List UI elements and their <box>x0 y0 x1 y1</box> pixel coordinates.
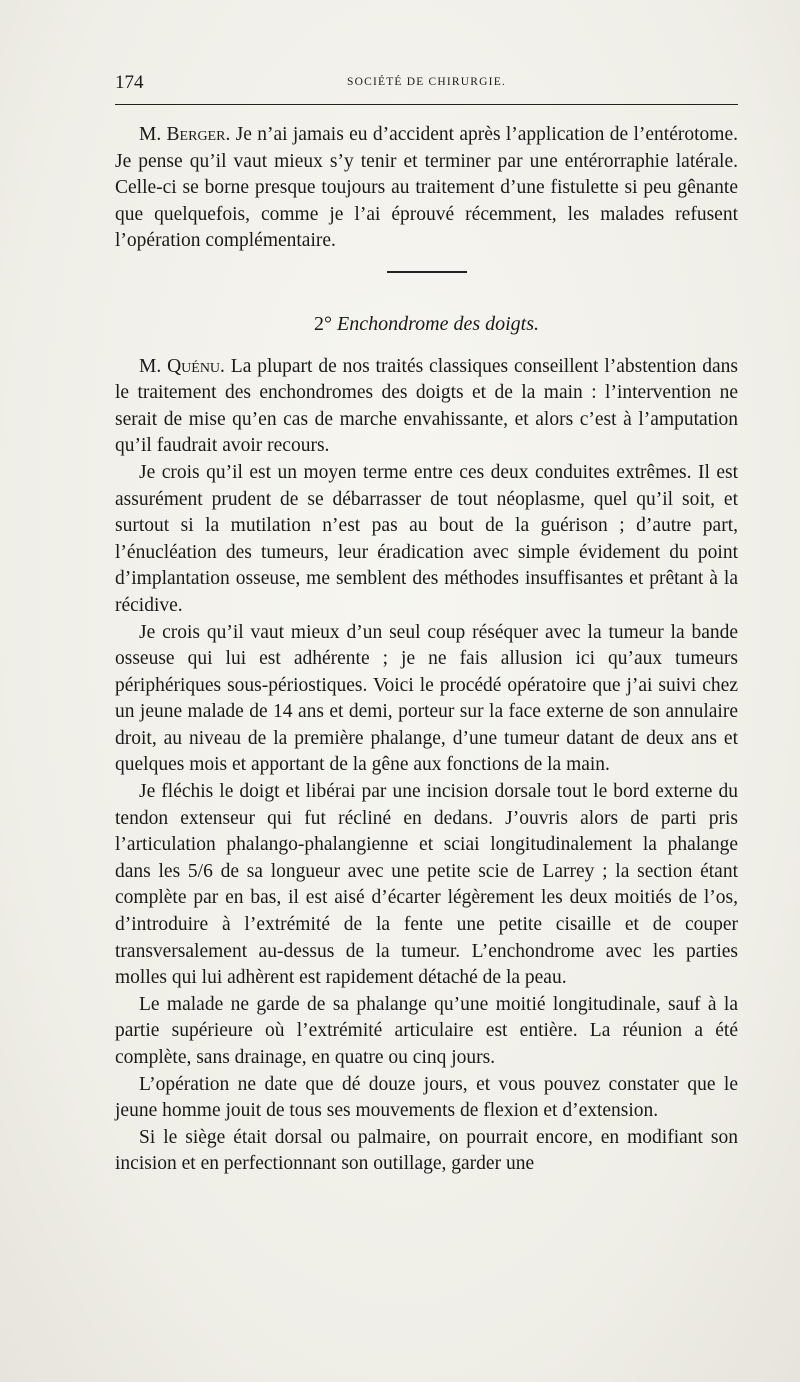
page-header <box>115 72 738 100</box>
page-body <box>115 122 738 1178</box>
paragraph-berger <box>115 122 738 255</box>
speaker-name: M. Quénu. <box>139 355 225 377</box>
section-title-text: Enchondrome des doigts. <box>336 312 539 335</box>
paragraph: Si le siège était dorsal ou palmaire, on pourrait encore, en modifiant son incision et en perfectionnant son outillage, garder une <box>115 1126 738 1175</box>
paragraph: Je crois qu’il vaut mieux d’un seul coup réséquer avec la tumeur la bande osseuse qui lui est adhérente ; je ne fais allusion ici qu’aux tumeurs périphériques sous-périostiques. Voici le procédé opératoire que j’ai suivi chez un jeune malade de 14 ans et demi, porteur sur la face externe de son annulaire droit, au niveau de la première phalange, d’une tumeur datant de deux ans et quelques mois et apportant de la gêne aux fonctions de la main. <box>115 621 738 776</box>
paragraph: L’opération ne date que dé douze jours, et vous pouvez constater que le jeune homme jouit de tous ses mouvements de flexion et d’extension. <box>115 1073 738 1122</box>
page-number: 174 <box>115 72 144 93</box>
paragraph-text: Je n’ai jamais eu d’accident après l’application de l’entérotome. Je pense qu’il vaut mieux s’y tenir et terminer par une entérorraphie latérale. Celle-ci se borne presque toujours au traitement d’une fistulette si peu gênante que quelquefois, comme je l’ai éprouvé récemment, les malades refusent l’opération complémentaire. <box>115 124 738 252</box>
running-head: SOCIÉTÉ DE CHIRURGIE. <box>346 76 507 88</box>
speaker-name: M. Berger. <box>139 124 231 145</box>
paragraph: Le malade ne garde de sa phalange qu’une moitié longitudinale, sauf à la partie supérieure où l’extrémité articulaire est entière. La réunion a été complète, sans drainage, en quatre ou cinq jours. <box>115 993 738 1068</box>
paragraph-text: La plupart de nos traités classiques conseillent l’abstention dans le traitement des enchondromes des doigts et de la main : l’intervention ne serait de mise qu’en cas de marche envahissante, et alors c’est à l’amputation qu’il faudrait avoir recours. <box>115 355 738 457</box>
section-separator <box>387 271 467 273</box>
section-title <box>115 311 738 338</box>
header-rule <box>115 104 738 105</box>
section-number: 2° <box>313 312 332 335</box>
paragraph: Je crois qu’il est un moyen terme entre ces deux conduites extrêmes. Il est assurément prudent de se débarrasser de tout néoplasme, quel qu’il soit, et surtout si la mutilation n’est pas au bout de la guérison ; d’autre part, l’énucléation des tumeurs, leur éradication avec simple évidement du point d’implantation osseuse, me semblent des méthodes insuffisantes et prêtant à la récidive. <box>115 461 738 616</box>
paragraph-quenu <box>115 354 738 460</box>
paragraph: Je fléchis le doigt et libérai par une incision dorsale tout le bord externe du tendon extenseur qui fut récliné en dedans. J’ouvris alors de parti pris l’articulation phalango-phalangienne et sciai longitudinalement la phalange dans les 5/6 de sa longueur avec une petite scie de Larrey ; la section étant complète par en bas, il est aisé d’écarter légèrement les deux moitiés de l’os, d’introduire à l’extrémité de la fente une petite cisaille et de couper transversalement au-dessus de la tumeur. L’enchondrome avec les parties molles qui lui adhèrent est rapidement détaché de la peau. <box>115 781 738 989</box>
